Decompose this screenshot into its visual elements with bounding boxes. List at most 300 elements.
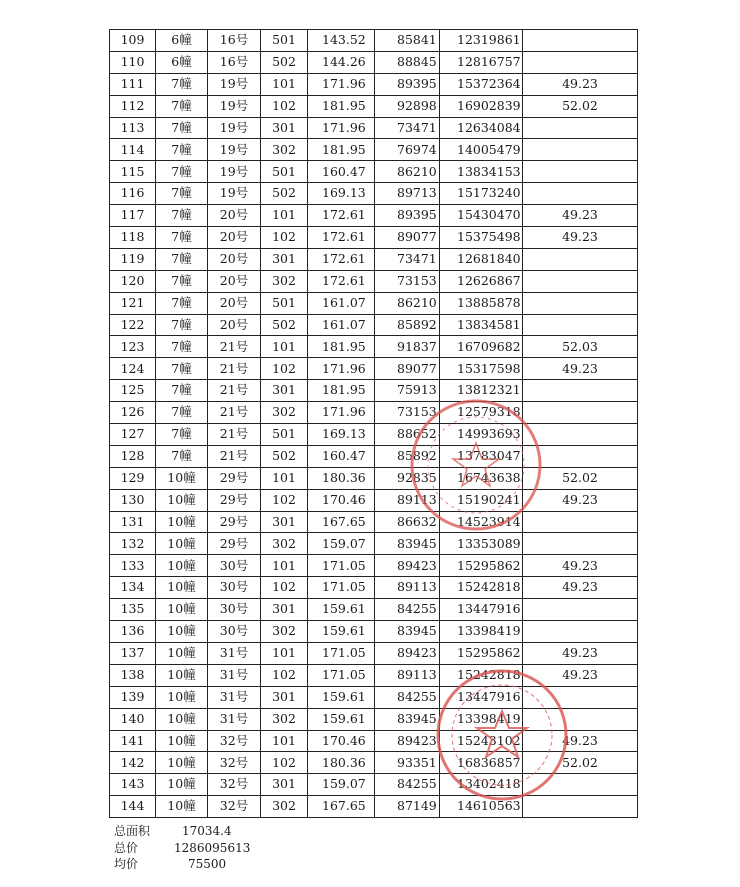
unit-price-cell: 89395 bbox=[375, 205, 440, 227]
total-price-cell: 12579318 bbox=[440, 402, 523, 424]
total-price-cell: 14523914 bbox=[440, 511, 523, 533]
row-number-cell: 134 bbox=[110, 577, 156, 599]
area-cell: 172.61 bbox=[308, 248, 375, 270]
building-cell: 10幢 bbox=[156, 577, 208, 599]
row-number-cell: 111 bbox=[110, 73, 156, 95]
row-number-cell: 110 bbox=[110, 51, 156, 73]
extra-value-cell: 52.03 bbox=[523, 336, 638, 358]
total-price-cell: 15173240 bbox=[440, 183, 523, 205]
room-number-cell: 101 bbox=[261, 642, 308, 664]
building-cell: 7幢 bbox=[156, 292, 208, 314]
area-cell: 159.61 bbox=[308, 686, 375, 708]
building-cell: 10幢 bbox=[156, 642, 208, 664]
total-price-cell: 13447916 bbox=[440, 686, 523, 708]
summary-total-price bbox=[114, 840, 250, 857]
area-cell: 160.47 bbox=[308, 161, 375, 183]
unit-price-cell: 89423 bbox=[375, 730, 440, 752]
room-number-cell: 102 bbox=[261, 358, 308, 380]
unit-price-cell: 85841 bbox=[375, 30, 440, 52]
table-row bbox=[110, 445, 638, 467]
row-number-cell: 114 bbox=[110, 139, 156, 161]
house-number-cell: 19号 bbox=[208, 183, 261, 205]
building-cell: 10幢 bbox=[156, 730, 208, 752]
unit-price-cell: 93351 bbox=[375, 752, 440, 774]
row-number-cell: 143 bbox=[110, 774, 156, 796]
building-cell: 10幢 bbox=[156, 621, 208, 643]
building-cell: 10幢 bbox=[156, 708, 208, 730]
house-number-cell: 31号 bbox=[208, 708, 261, 730]
unit-price-cell: 89423 bbox=[375, 642, 440, 664]
extra-value-cell: 49.23 bbox=[523, 227, 638, 249]
area-cell: 171.96 bbox=[308, 358, 375, 380]
row-number-cell: 144 bbox=[110, 796, 156, 818]
room-number-cell: 102 bbox=[261, 664, 308, 686]
area-cell: 170.46 bbox=[308, 730, 375, 752]
house-number-cell: 32号 bbox=[208, 752, 261, 774]
building-cell: 7幢 bbox=[156, 358, 208, 380]
area-cell: 171.05 bbox=[308, 642, 375, 664]
total-price-cell: 13402418 bbox=[440, 774, 523, 796]
building-cell: 6幢 bbox=[156, 30, 208, 52]
unit-price-cell: 89113 bbox=[375, 489, 440, 511]
row-number-cell: 128 bbox=[110, 445, 156, 467]
table-row bbox=[110, 292, 638, 314]
area-cell: 159.61 bbox=[308, 599, 375, 621]
row-number-cell: 126 bbox=[110, 402, 156, 424]
building-cell: 10幢 bbox=[156, 686, 208, 708]
table-row bbox=[110, 139, 638, 161]
table-row bbox=[110, 336, 638, 358]
building-cell: 7幢 bbox=[156, 402, 208, 424]
total-price-label: 总价 bbox=[114, 840, 139, 855]
unit-price-cell: 85892 bbox=[375, 314, 440, 336]
total-price-cell: 13834581 bbox=[440, 314, 523, 336]
unit-price-cell: 83945 bbox=[375, 533, 440, 555]
total-price-cell: 13447916 bbox=[440, 599, 523, 621]
room-number-cell: 102 bbox=[261, 752, 308, 774]
room-number-cell: 302 bbox=[261, 708, 308, 730]
area-cell: 159.61 bbox=[308, 621, 375, 643]
unit-price-cell: 89113 bbox=[375, 664, 440, 686]
house-number-cell: 19号 bbox=[208, 117, 261, 139]
extra-value-cell: 49.23 bbox=[523, 577, 638, 599]
total-price-cell: 13812321 bbox=[440, 380, 523, 402]
row-number-cell: 137 bbox=[110, 642, 156, 664]
area-cell: 171.05 bbox=[308, 577, 375, 599]
house-number-cell: 21号 bbox=[208, 424, 261, 446]
room-number-cell: 101 bbox=[261, 336, 308, 358]
extra-value-cell bbox=[523, 599, 638, 621]
area-cell: 169.13 bbox=[308, 183, 375, 205]
house-number-cell: 32号 bbox=[208, 796, 261, 818]
table-row bbox=[110, 51, 638, 73]
unit-price-cell: 84255 bbox=[375, 686, 440, 708]
row-number-cell: 113 bbox=[110, 117, 156, 139]
house-number-cell: 30号 bbox=[208, 555, 261, 577]
area-cell: 171.05 bbox=[308, 555, 375, 577]
total-price-cell: 15243102 bbox=[440, 730, 523, 752]
row-number-cell: 132 bbox=[110, 533, 156, 555]
building-cell: 7幢 bbox=[156, 227, 208, 249]
row-number-cell: 125 bbox=[110, 380, 156, 402]
total-area-value: 17034.4 bbox=[182, 824, 232, 838]
total-price-cell: 16902839 bbox=[440, 95, 523, 117]
extra-value-cell: 52.02 bbox=[523, 95, 638, 117]
row-number-cell: 124 bbox=[110, 358, 156, 380]
row-number-cell: 109 bbox=[110, 30, 156, 52]
table-row bbox=[110, 467, 638, 489]
room-number-cell: 102 bbox=[261, 489, 308, 511]
house-number-cell: 31号 bbox=[208, 642, 261, 664]
unit-price-cell: 85892 bbox=[375, 445, 440, 467]
building-cell: 10幢 bbox=[156, 752, 208, 774]
total-price-cell: 13353089 bbox=[440, 533, 523, 555]
house-number-cell: 29号 bbox=[208, 511, 261, 533]
table-row bbox=[110, 73, 638, 95]
building-cell: 7幢 bbox=[156, 248, 208, 270]
house-number-cell: 32号 bbox=[208, 730, 261, 752]
row-number-cell: 123 bbox=[110, 336, 156, 358]
room-number-cell: 102 bbox=[261, 577, 308, 599]
extra-value-cell: 49.23 bbox=[523, 205, 638, 227]
extra-value-cell bbox=[523, 533, 638, 555]
total-price-cell: 12634084 bbox=[440, 117, 523, 139]
building-cell: 10幢 bbox=[156, 599, 208, 621]
extra-value-cell bbox=[523, 30, 638, 52]
row-number-cell: 142 bbox=[110, 752, 156, 774]
total-price-cell: 15242818 bbox=[440, 577, 523, 599]
total-price-cell: 15295862 bbox=[440, 555, 523, 577]
total-price-cell: 15430470 bbox=[440, 205, 523, 227]
room-number-cell: 301 bbox=[261, 599, 308, 621]
extra-value-cell bbox=[523, 292, 638, 314]
room-number-cell: 101 bbox=[261, 205, 308, 227]
table-row bbox=[110, 227, 638, 249]
row-number-cell: 139 bbox=[110, 686, 156, 708]
total-price-cell: 14005479 bbox=[440, 139, 523, 161]
room-number-cell: 302 bbox=[261, 796, 308, 818]
total-price-cell: 16709682 bbox=[440, 336, 523, 358]
building-cell: 10幢 bbox=[156, 533, 208, 555]
unit-price-cell: 73471 bbox=[375, 117, 440, 139]
unit-price-cell: 83945 bbox=[375, 621, 440, 643]
row-number-cell: 112 bbox=[110, 95, 156, 117]
area-cell: 167.65 bbox=[308, 796, 375, 818]
house-number-cell: 20号 bbox=[208, 248, 261, 270]
house-number-cell: 20号 bbox=[208, 270, 261, 292]
table-row bbox=[110, 161, 638, 183]
unit-price-cell: 86210 bbox=[375, 292, 440, 314]
unit-price-cell: 92898 bbox=[375, 95, 440, 117]
unit-price-cell: 92835 bbox=[375, 467, 440, 489]
building-cell: 7幢 bbox=[156, 380, 208, 402]
building-cell: 7幢 bbox=[156, 205, 208, 227]
total-price-cell: 12319861 bbox=[440, 30, 523, 52]
building-cell: 7幢 bbox=[156, 270, 208, 292]
room-number-cell: 501 bbox=[261, 424, 308, 446]
room-number-cell: 502 bbox=[261, 183, 308, 205]
room-number-cell: 302 bbox=[261, 621, 308, 643]
row-number-cell: 127 bbox=[110, 424, 156, 446]
table-row bbox=[110, 424, 638, 446]
area-cell: 172.61 bbox=[308, 227, 375, 249]
row-number-cell: 140 bbox=[110, 708, 156, 730]
table-row bbox=[110, 577, 638, 599]
area-cell: 181.95 bbox=[308, 139, 375, 161]
house-number-cell: 19号 bbox=[208, 73, 261, 95]
room-number-cell: 301 bbox=[261, 117, 308, 139]
extra-value-cell: 49.23 bbox=[523, 73, 638, 95]
red-seal-stamp-2 bbox=[432, 665, 572, 805]
house-number-cell: 30号 bbox=[208, 577, 261, 599]
row-number-cell: 122 bbox=[110, 314, 156, 336]
extra-value-cell: 49.23 bbox=[523, 358, 638, 380]
room-number-cell: 102 bbox=[261, 95, 308, 117]
extra-value-cell: 49.23 bbox=[523, 642, 638, 664]
red-seal-stamp bbox=[406, 395, 546, 535]
extra-value-cell: 49.23 bbox=[523, 664, 638, 686]
area-cell: 144.26 bbox=[308, 51, 375, 73]
house-number-cell: 16号 bbox=[208, 30, 261, 52]
room-number-cell: 502 bbox=[261, 51, 308, 73]
total-price-cell: 15242818 bbox=[440, 664, 523, 686]
extra-value-cell bbox=[523, 161, 638, 183]
total-price-cell: 15295862 bbox=[440, 642, 523, 664]
extra-value-cell: 49.23 bbox=[523, 730, 638, 752]
unit-price-cell: 89077 bbox=[375, 227, 440, 249]
table-row bbox=[110, 358, 638, 380]
row-number-cell: 133 bbox=[110, 555, 156, 577]
total-price-cell: 12626867 bbox=[440, 270, 523, 292]
extra-value-cell: 52.02 bbox=[523, 467, 638, 489]
table-row bbox=[110, 30, 638, 52]
total-price-cell: 16743638 bbox=[440, 467, 523, 489]
total-price-cell: 16836857 bbox=[440, 752, 523, 774]
building-cell: 7幢 bbox=[156, 445, 208, 467]
table-row bbox=[110, 555, 638, 577]
unit-price-cell: 73153 bbox=[375, 402, 440, 424]
building-cell: 10幢 bbox=[156, 664, 208, 686]
table-row bbox=[110, 621, 638, 643]
unit-price-cell: 88652 bbox=[375, 424, 440, 446]
row-number-cell: 118 bbox=[110, 227, 156, 249]
house-number-cell: 29号 bbox=[208, 489, 261, 511]
building-cell: 10幢 bbox=[156, 467, 208, 489]
house-number-cell: 20号 bbox=[208, 205, 261, 227]
unit-price-cell: 86632 bbox=[375, 511, 440, 533]
total-area-label: 总面积 bbox=[114, 824, 151, 838]
total-price-cell: 15372364 bbox=[440, 73, 523, 95]
row-number-cell: 130 bbox=[110, 489, 156, 511]
unit-price-cell: 89713 bbox=[375, 183, 440, 205]
row-number-cell: 119 bbox=[110, 248, 156, 270]
house-number-cell: 19号 bbox=[208, 139, 261, 161]
table-row bbox=[110, 270, 638, 292]
row-number-cell: 135 bbox=[110, 599, 156, 621]
area-cell: 159.07 bbox=[308, 774, 375, 796]
avg-price-value: 75500 bbox=[188, 857, 227, 871]
room-number-cell: 301 bbox=[261, 511, 308, 533]
room-number-cell: 101 bbox=[261, 555, 308, 577]
house-number-cell: 29号 bbox=[208, 533, 261, 555]
house-number-cell: 31号 bbox=[208, 664, 261, 686]
building-cell: 7幢 bbox=[156, 73, 208, 95]
room-number-cell: 302 bbox=[261, 533, 308, 555]
house-number-cell: 21号 bbox=[208, 402, 261, 424]
total-price-cell: 14610563 bbox=[440, 796, 523, 818]
area-cell: 171.96 bbox=[308, 117, 375, 139]
building-cell: 10幢 bbox=[156, 555, 208, 577]
area-cell: 181.95 bbox=[308, 95, 375, 117]
house-number-cell: 20号 bbox=[208, 292, 261, 314]
unit-price-cell: 91837 bbox=[375, 336, 440, 358]
area-cell: 143.52 bbox=[308, 30, 375, 52]
room-number-cell: 301 bbox=[261, 686, 308, 708]
extra-value-cell bbox=[523, 117, 638, 139]
area-cell: 169.13 bbox=[308, 424, 375, 446]
total-price-cell: 15375498 bbox=[440, 227, 523, 249]
area-cell: 161.07 bbox=[308, 314, 375, 336]
table-row bbox=[110, 314, 638, 336]
room-number-cell: 301 bbox=[261, 380, 308, 402]
area-cell: 160.47 bbox=[308, 445, 375, 467]
row-number-cell: 129 bbox=[110, 467, 156, 489]
extra-value-cell: 49.23 bbox=[523, 489, 638, 511]
unit-price-cell: 75913 bbox=[375, 380, 440, 402]
table-row bbox=[110, 248, 638, 270]
extra-value-cell bbox=[523, 139, 638, 161]
room-number-cell: 102 bbox=[261, 227, 308, 249]
room-number-cell: 101 bbox=[261, 467, 308, 489]
house-number-cell: 19号 bbox=[208, 95, 261, 117]
area-cell: 172.61 bbox=[308, 270, 375, 292]
table-row bbox=[110, 533, 638, 555]
unit-price-cell: 73471 bbox=[375, 248, 440, 270]
unit-price-cell: 88845 bbox=[375, 51, 440, 73]
house-number-cell: 21号 bbox=[208, 380, 261, 402]
unit-price-cell: 84255 bbox=[375, 774, 440, 796]
building-cell: 7幢 bbox=[156, 161, 208, 183]
house-number-cell: 21号 bbox=[208, 358, 261, 380]
unit-price-cell: 89423 bbox=[375, 555, 440, 577]
room-number-cell: 502 bbox=[261, 445, 308, 467]
total-price-cell: 14993693 bbox=[440, 424, 523, 446]
table-row bbox=[110, 402, 638, 424]
area-cell: 181.95 bbox=[308, 380, 375, 402]
table-row bbox=[110, 95, 638, 117]
room-number-cell: 301 bbox=[261, 774, 308, 796]
table-row bbox=[110, 117, 638, 139]
row-number-cell: 121 bbox=[110, 292, 156, 314]
total-price-cell: 13783047 bbox=[440, 445, 523, 467]
total-price-value: 1286095613 bbox=[174, 840, 251, 855]
table-row bbox=[110, 599, 638, 621]
table-row bbox=[110, 511, 638, 533]
room-number-cell: 501 bbox=[261, 30, 308, 52]
table-row bbox=[110, 489, 638, 511]
house-number-cell: 19号 bbox=[208, 161, 261, 183]
row-number-cell: 141 bbox=[110, 730, 156, 752]
table-row bbox=[110, 205, 638, 227]
room-number-cell: 301 bbox=[261, 248, 308, 270]
building-cell: 7幢 bbox=[156, 117, 208, 139]
room-number-cell: 502 bbox=[261, 314, 308, 336]
unit-price-cell: 87149 bbox=[375, 796, 440, 818]
area-cell: 171.05 bbox=[308, 664, 375, 686]
extra-value-cell bbox=[523, 51, 638, 73]
total-price-cell: 13885878 bbox=[440, 292, 523, 314]
row-number-cell: 115 bbox=[110, 161, 156, 183]
row-number-cell: 131 bbox=[110, 511, 156, 533]
building-cell: 6幢 bbox=[156, 51, 208, 73]
building-cell: 7幢 bbox=[156, 183, 208, 205]
table-row bbox=[110, 642, 638, 664]
total-price-cell: 13834153 bbox=[440, 161, 523, 183]
unit-price-cell: 83945 bbox=[375, 708, 440, 730]
house-number-cell: 31号 bbox=[208, 686, 261, 708]
table-row bbox=[110, 183, 638, 205]
house-number-cell: 29号 bbox=[208, 467, 261, 489]
area-cell: 171.96 bbox=[308, 402, 375, 424]
unit-price-cell: 86210 bbox=[375, 161, 440, 183]
area-cell: 172.61 bbox=[308, 205, 375, 227]
extra-value-cell: 49.23 bbox=[523, 555, 638, 577]
room-number-cell: 302 bbox=[261, 139, 308, 161]
area-cell: 167.65 bbox=[308, 511, 375, 533]
extra-value-cell: 52.02 bbox=[523, 752, 638, 774]
row-number-cell: 116 bbox=[110, 183, 156, 205]
house-number-cell: 32号 bbox=[208, 774, 261, 796]
room-number-cell: 501 bbox=[261, 161, 308, 183]
row-number-cell: 117 bbox=[110, 205, 156, 227]
room-number-cell: 101 bbox=[261, 730, 308, 752]
area-cell: 159.61 bbox=[308, 708, 375, 730]
building-cell: 10幢 bbox=[156, 774, 208, 796]
total-price-cell: 13398419 bbox=[440, 708, 523, 730]
unit-price-cell: 84255 bbox=[375, 599, 440, 621]
building-cell: 10幢 bbox=[156, 796, 208, 818]
row-number-cell: 120 bbox=[110, 270, 156, 292]
area-cell: 159.07 bbox=[308, 533, 375, 555]
unit-price-cell: 89113 bbox=[375, 577, 440, 599]
house-number-cell: 30号 bbox=[208, 621, 261, 643]
house-number-cell: 20号 bbox=[208, 227, 261, 249]
avg-price-label: 均价 bbox=[114, 857, 139, 871]
total-price-cell: 13398419 bbox=[440, 621, 523, 643]
area-cell: 181.95 bbox=[308, 336, 375, 358]
row-number-cell: 136 bbox=[110, 621, 156, 643]
house-number-cell: 16号 bbox=[208, 51, 261, 73]
extra-value-cell bbox=[523, 183, 638, 205]
building-cell: 7幢 bbox=[156, 314, 208, 336]
summary-avg-price bbox=[114, 856, 250, 873]
extra-value-cell bbox=[523, 270, 638, 292]
total-price-cell: 15190241 bbox=[440, 489, 523, 511]
area-cell: 171.96 bbox=[308, 73, 375, 95]
unit-price-cell: 89395 bbox=[375, 73, 440, 95]
room-number-cell: 302 bbox=[261, 270, 308, 292]
room-number-cell: 302 bbox=[261, 402, 308, 424]
house-number-cell: 21号 bbox=[208, 336, 261, 358]
building-cell: 10幢 bbox=[156, 511, 208, 533]
room-number-cell: 101 bbox=[261, 73, 308, 95]
summary-total-area bbox=[114, 823, 250, 840]
extra-value-cell bbox=[523, 314, 638, 336]
building-cell: 7幢 bbox=[156, 336, 208, 358]
area-cell: 161.07 bbox=[308, 292, 375, 314]
total-price-cell: 12681840 bbox=[440, 248, 523, 270]
house-number-cell: 30号 bbox=[208, 599, 261, 621]
